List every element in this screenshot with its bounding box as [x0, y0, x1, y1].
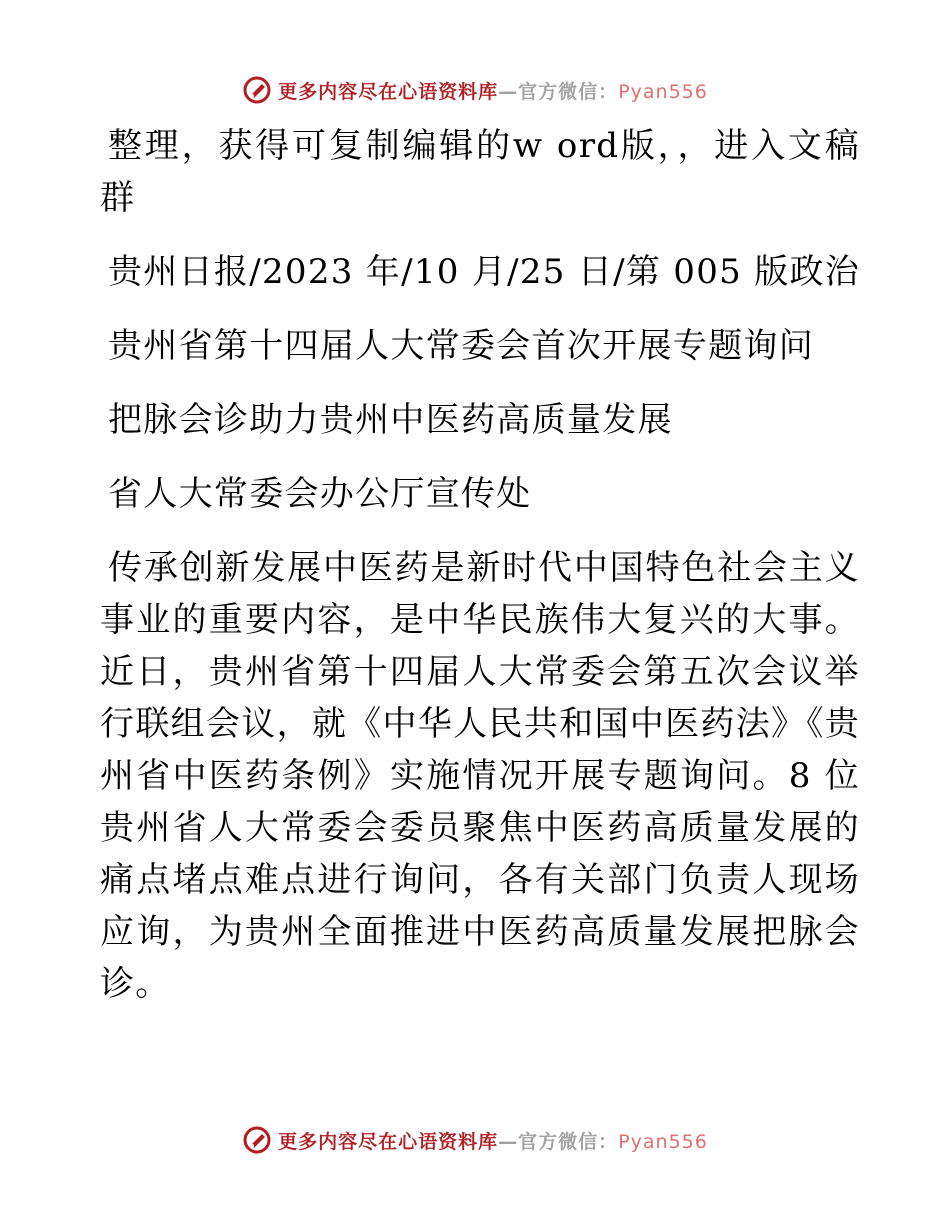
document-body	[100, 120, 860, 1032]
brand-logo-icon	[242, 75, 272, 105]
banner-brand: 更多内容尽在心语资料库	[278, 1130, 499, 1153]
banner-contact: Pyan556	[618, 1130, 708, 1153]
footer-banner-text	[278, 1127, 708, 1154]
body-paragraph: 传承创新发展中医药是新时代中国特色社会主义事业的重要内容，是中华民族伟大复兴的大事。近日，贵州省第十四届人大常委会第五次会议举行联组会议，就《中华人民共和国中医药法》《贵州省中医药条例》实施情况开展专题询问。8 位贵州省人大常委会委员聚焦中医药高质量发展的痛点堵点难点进行询问，各有关部门负责人现场应询，为贵州全面推进中医药高质量发展把脉会诊。	[100, 548, 860, 1004]
banner-label: 官方微信：	[518, 80, 619, 103]
banner-label: 官方微信：	[518, 1130, 619, 1153]
author-line: 省人大常委会办公厅宣传处	[108, 474, 532, 514]
banner-separator: —	[498, 1130, 519, 1153]
banner-contact: Pyan556	[618, 80, 708, 103]
banner-separator: —	[498, 80, 519, 103]
subheadline: 把脉会诊助力贵州中医药高质量发展	[108, 400, 673, 440]
banner-brand: 更多内容尽在心语资料库	[278, 80, 499, 103]
footer-banner	[0, 1120, 950, 1160]
intro-text: 整理，获得可复制编辑的w ord版，，进入文稿群	[100, 126, 860, 218]
brand-logo-icon	[242, 1125, 272, 1155]
source-line: 贵州日报/2023 年/10 月/25 日/第 005 版政治	[108, 252, 861, 292]
header-banner-text	[278, 77, 708, 104]
header-banner	[0, 70, 950, 110]
headline: 贵州省第十四届人大常委会首次开展专题询问	[108, 326, 814, 366]
